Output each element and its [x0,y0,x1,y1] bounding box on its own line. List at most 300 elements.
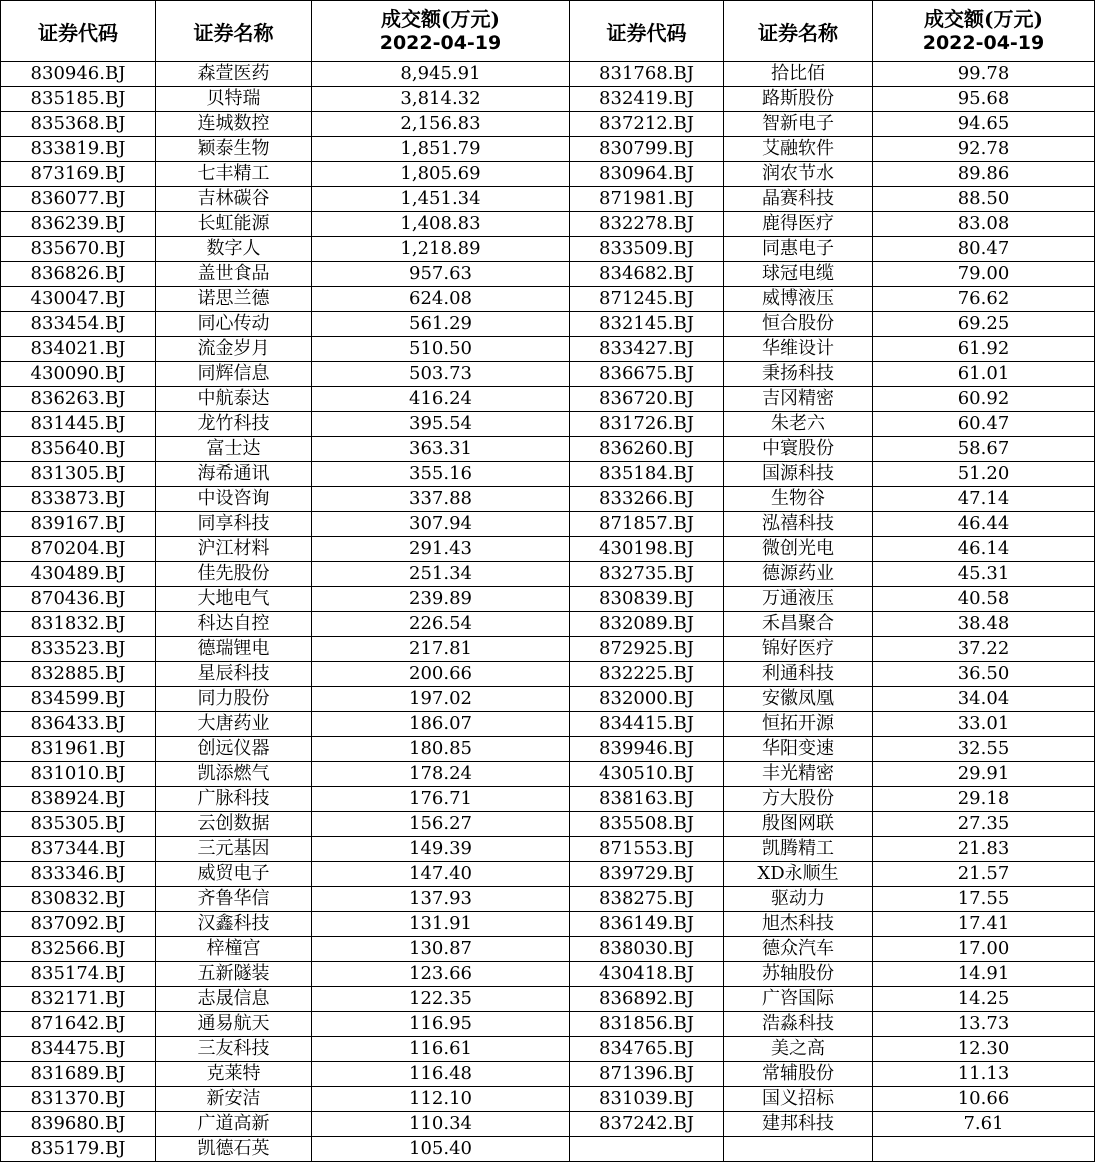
turnover-value-cell: 58.67 [873,437,1095,462]
security-code-cell: 833509.BJ [570,237,724,262]
security-name-cell: 同力股份 [156,687,312,712]
turnover-value-cell: 29.91 [873,762,1095,787]
security-name-cell: 同惠电子 [724,237,873,262]
left-name-column-header: 证券名称 [156,1,312,62]
table-row [1,362,1095,387]
security-name-cell: 路斯股份 [724,87,873,112]
turnover-value-cell: 130.87 [312,937,570,962]
security-name-cell: 大唐药业 [156,712,312,737]
security-name-cell: 驱动力 [724,887,873,912]
security-name-cell: 广道高新 [156,1112,312,1137]
security-name-cell: 丰光精密 [724,762,873,787]
security-code-cell: 430198.BJ [570,537,724,562]
security-name-cell: 汉鑫科技 [156,912,312,937]
security-name-cell: 晶赛科技 [724,187,873,212]
table-row [1,1037,1095,1062]
security-code-cell: 871396.BJ [570,1062,724,1087]
security-name-cell: 利通科技 [724,662,873,687]
turnover-value-cell: 355.16 [312,462,570,487]
table-row [1,62,1095,87]
turnover-value-cell: 33.01 [873,712,1095,737]
security-name-cell: 润农节水 [724,162,873,187]
security-code-cell: 836077.BJ [1,187,156,212]
table-row [1,537,1095,562]
turnover-value-cell: 561.29 [312,312,570,337]
turnover-value-cell: 36.50 [873,662,1095,687]
security-code-cell: 830839.BJ [570,587,724,612]
security-name-cell: 万通液压 [724,587,873,612]
table-row [1,887,1095,912]
security-code-cell: 834475.BJ [1,1037,156,1062]
turnover-value-cell: 1,218.89 [312,237,570,262]
turnover-value-cell: 186.07 [312,712,570,737]
turnover-value-cell: 1,851.79 [312,137,570,162]
left-turnover-unit-label: 成交额(万元) [381,7,500,32]
security-code-cell: 836239.BJ [1,212,156,237]
table-row [1,837,1095,862]
security-code-cell: 831768.BJ [570,62,724,87]
security-name-cell: 三元基因 [156,837,312,862]
turnover-value-cell: 957.63 [312,262,570,287]
security-code-cell: 832885.BJ [1,662,156,687]
security-name-cell: 殷图网联 [724,812,873,837]
security-name-cell: 浩淼科技 [724,1012,873,1037]
table-row [1,712,1095,737]
security-name-cell: 朱老六 [724,412,873,437]
security-code-cell: 835179.BJ [1,1137,156,1162]
security-code-cell: 832089.BJ [570,612,724,637]
security-name-cell: 齐鲁华信 [156,887,312,912]
table-row [1,737,1095,762]
turnover-value-cell: 105.40 [312,1137,570,1162]
security-name-cell: 同心传动 [156,312,312,337]
right-name-column-header: 证券名称 [724,1,873,62]
turnover-value-cell: 13.73 [873,1012,1095,1037]
turnover-value-cell: 197.02 [312,687,570,712]
security-name-cell: 凯添燃气 [156,762,312,787]
turnover-value-cell: 503.73 [312,362,570,387]
security-code-cell: 873169.BJ [1,162,156,187]
security-code-cell: 832145.BJ [570,312,724,337]
security-name-cell: 广脉科技 [156,787,312,812]
security-code-cell: 430047.BJ [1,287,156,312]
turnover-value-cell: 149.39 [312,837,570,862]
table-row [1,237,1095,262]
security-code-cell: 871553.BJ [570,837,724,862]
security-code-cell: 836260.BJ [570,437,724,462]
turnover-value-cell: 3,814.32 [312,87,570,112]
security-code-cell: 870436.BJ [1,587,156,612]
table-row [1,187,1095,212]
security-name-cell: 禾昌聚合 [724,612,873,637]
turnover-value-cell: 94.65 [873,112,1095,137]
turnover-value-cell: 99.78 [873,62,1095,87]
security-name-cell: 拾比佰 [724,62,873,87]
security-name-cell: 沪江材料 [156,537,312,562]
turnover-value-cell: 112.10 [312,1087,570,1112]
security-code-cell [570,1137,724,1162]
security-name-cell: 吉冈精密 [724,387,873,412]
security-code-cell: 871981.BJ [570,187,724,212]
turnover-value-cell: 46.14 [873,537,1095,562]
right-turnover-column-header [873,1,1095,62]
security-code-cell: 835185.BJ [1,87,156,112]
security-name-cell: 球冠电缆 [724,262,873,287]
turnover-value-cell: 38.48 [873,612,1095,637]
security-name-cell: 安徽凤凰 [724,687,873,712]
security-code-cell: 871642.BJ [1,1012,156,1037]
turnover-value-cell: 226.54 [312,612,570,637]
security-name-cell: 秉扬科技 [724,362,873,387]
turnover-value-cell: 251.34 [312,562,570,587]
left-turnover-date-label: 2022-04-19 [379,32,502,55]
turnover-value-cell: 34.04 [873,687,1095,712]
security-name-cell: 三友科技 [156,1037,312,1062]
turnover-value-cell: 61.01 [873,362,1095,387]
turnover-value-cell: 37.22 [873,637,1095,662]
security-name-cell: 星辰科技 [156,662,312,687]
security-code-cell: 837212.BJ [570,112,724,137]
table-row [1,312,1095,337]
table-row [1,262,1095,287]
security-code-cell: 834765.BJ [570,1037,724,1062]
turnover-value-cell: 416.24 [312,387,570,412]
table-row [1,112,1095,137]
table-row [1,137,1095,162]
turnover-value-cell [873,1137,1095,1162]
turnover-value-cell: 180.85 [312,737,570,762]
security-name-cell: XD永顺生 [724,862,873,887]
turnover-value-cell: 51.20 [873,462,1095,487]
security-name-cell: 凯腾精工 [724,837,873,862]
turnover-value-cell: 510.50 [312,337,570,362]
security-name-cell: 鹿得医疗 [724,212,873,237]
security-code-cell: 837344.BJ [1,837,156,862]
security-code-cell: 430489.BJ [1,562,156,587]
turnover-value-cell: 239.89 [312,587,570,612]
security-name-cell: 国源科技 [724,462,873,487]
table-row [1,612,1095,637]
security-code-cell: 831856.BJ [570,1012,724,1037]
security-name-cell: 微创光电 [724,537,873,562]
security-name-cell: 恒合股份 [724,312,873,337]
turnover-value-cell: 131.91 [312,912,570,937]
turnover-value-cell: 116.95 [312,1012,570,1037]
security-name-cell: 五新隧装 [156,962,312,987]
security-name-cell: 云创数据 [156,812,312,837]
security-name-cell: 苏轴股份 [724,962,873,987]
turnover-value-cell: 137.93 [312,887,570,912]
turnover-value-cell: 40.58 [873,587,1095,612]
security-code-cell: 839167.BJ [1,512,156,537]
security-code-cell: 836826.BJ [1,262,156,287]
security-name-cell: 科达自控 [156,612,312,637]
security-code-cell: 870204.BJ [1,537,156,562]
turnover-value-cell: 17.41 [873,912,1095,937]
turnover-value-cell: 60.92 [873,387,1095,412]
security-code-cell: 835368.BJ [1,112,156,137]
turnover-value-cell: 14.91 [873,962,1095,987]
security-code-cell: 832735.BJ [570,562,724,587]
table-row [1,937,1095,962]
security-code-cell: 837092.BJ [1,912,156,937]
security-name-cell: 建邦科技 [724,1112,873,1137]
turnover-value-cell: 217.81 [312,637,570,662]
security-name-cell: 德瑞锂电 [156,637,312,662]
table-row [1,162,1095,187]
turnover-value-cell: 27.35 [873,812,1095,837]
security-code-cell: 835640.BJ [1,437,156,462]
turnover-value-cell: 307.94 [312,512,570,537]
security-code-cell: 835184.BJ [570,462,724,487]
header-row [1,1,1095,62]
turnover-value-cell: 122.35 [312,987,570,1012]
table-row [1,637,1095,662]
security-code-cell: 830946.BJ [1,62,156,87]
security-code-cell: 835508.BJ [570,812,724,837]
security-code-cell: 871245.BJ [570,287,724,312]
table-row [1,587,1095,612]
turnover-value-cell: 10.66 [873,1087,1095,1112]
security-code-cell: 834021.BJ [1,337,156,362]
security-code-cell: 830832.BJ [1,887,156,912]
security-name-cell: 创远仪器 [156,737,312,762]
table-row [1,512,1095,537]
right-turnover-unit-label: 成交额(万元) [924,7,1043,32]
table-row [1,387,1095,412]
security-name-cell [724,1137,873,1162]
security-code-cell: 838924.BJ [1,787,156,812]
table-row [1,787,1095,812]
security-name-cell: 盖世食品 [156,262,312,287]
security-name-cell: 生物谷 [724,487,873,512]
security-code-cell: 832225.BJ [570,662,724,687]
security-code-cell: 838163.BJ [570,787,724,812]
security-code-cell: 838030.BJ [570,937,724,962]
security-code-cell: 838275.BJ [570,887,724,912]
security-name-cell: 流金岁月 [156,337,312,362]
security-code-cell: 832278.BJ [570,212,724,237]
table-body [1,62,1095,1162]
security-name-cell: 克莱特 [156,1062,312,1087]
security-code-cell: 430510.BJ [570,762,724,787]
security-name-cell: 七丰精工 [156,162,312,187]
turnover-value-cell: 21.57 [873,862,1095,887]
security-name-cell: 吉林碳谷 [156,187,312,212]
security-name-cell: 中寰股份 [724,437,873,462]
turnover-value-cell: 46.44 [873,512,1095,537]
turnover-value-cell: 11.13 [873,1062,1095,1087]
turnover-value-cell: 69.25 [873,312,1095,337]
security-name-cell: 德众汽车 [724,937,873,962]
security-name-cell: 常辅股份 [724,1062,873,1087]
security-code-cell: 833873.BJ [1,487,156,512]
turnover-value-cell: 95.68 [873,87,1095,112]
turnover-value-cell: 2,156.83 [312,112,570,137]
turnover-value-cell: 47.14 [873,487,1095,512]
table-row [1,687,1095,712]
security-name-cell: 梓橦宫 [156,937,312,962]
security-code-cell: 831039.BJ [570,1087,724,1112]
security-name-cell: 森萱医药 [156,62,312,87]
turnover-value-cell: 147.40 [312,862,570,887]
security-code-cell: 836720.BJ [570,387,724,412]
table-row [1,487,1095,512]
security-code-cell: 836675.BJ [570,362,724,387]
table-row [1,562,1095,587]
security-name-cell: 锦好医疗 [724,637,873,662]
security-name-cell: 佳先股份 [156,562,312,587]
table-row [1,912,1095,937]
security-code-cell: 872925.BJ [570,637,724,662]
security-code-cell: 833346.BJ [1,862,156,887]
security-name-cell: 凯德石英 [156,1137,312,1162]
turnover-value-cell: 1,805.69 [312,162,570,187]
turnover-value-cell: 116.48 [312,1062,570,1087]
turnover-value-cell: 29.18 [873,787,1095,812]
turnover-value-cell: 291.43 [312,537,570,562]
table-row [1,1062,1095,1087]
turnover-value-cell: 176.71 [312,787,570,812]
security-code-cell: 836149.BJ [570,912,724,937]
left-code-column-header: 证券代码 [1,1,156,62]
security-name-cell: 华维设计 [724,337,873,362]
turnover-value-cell: 76.62 [873,287,1095,312]
right-turnover-date-label: 2022-04-19 [922,32,1045,55]
security-code-cell: 836433.BJ [1,712,156,737]
turnover-value-cell: 17.55 [873,887,1095,912]
table-row [1,287,1095,312]
security-name-cell: 德源药业 [724,562,873,587]
turnover-value-cell: 80.47 [873,237,1095,262]
turnover-value-cell: 1,451.34 [312,187,570,212]
security-name-cell: 大地电气 [156,587,312,612]
turnover-value-cell: 17.00 [873,937,1095,962]
table-row [1,462,1095,487]
security-name-cell: 颖泰生物 [156,137,312,162]
turnover-value-cell: 110.34 [312,1112,570,1137]
security-name-cell: 恒拓开源 [724,712,873,737]
security-name-cell: 同享科技 [156,512,312,537]
security-code-cell: 833523.BJ [1,637,156,662]
turnover-value-cell: 61.92 [873,337,1095,362]
security-code-cell: 833454.BJ [1,312,156,337]
security-code-cell: 839946.BJ [570,737,724,762]
security-code-cell: 831010.BJ [1,762,156,787]
table-row [1,1087,1095,1112]
table-row [1,812,1095,837]
security-code-cell: 831961.BJ [1,737,156,762]
turnover-value-cell: 116.61 [312,1037,570,1062]
table-row [1,1112,1095,1137]
table-row [1,212,1095,237]
security-code-cell: 832419.BJ [570,87,724,112]
turnover-value-cell: 83.08 [873,212,1095,237]
turnover-value-cell: 21.83 [873,837,1095,862]
table-row [1,987,1095,1012]
security-name-cell: 海希通讯 [156,462,312,487]
security-name-cell: 诺思兰德 [156,287,312,312]
security-name-cell: 志晟信息 [156,987,312,1012]
security-name-cell: 方大股份 [724,787,873,812]
turnover-value-cell: 32.55 [873,737,1095,762]
security-name-cell: 艾融软件 [724,137,873,162]
turnover-value-cell: 60.47 [873,412,1095,437]
security-code-cell: 871857.BJ [570,512,724,537]
security-code-cell: 839680.BJ [1,1112,156,1137]
security-code-cell: 831726.BJ [570,412,724,437]
security-code-cell: 830799.BJ [570,137,724,162]
security-name-cell: 贝特瑞 [156,87,312,112]
security-code-cell: 834599.BJ [1,687,156,712]
security-code-cell: 833819.BJ [1,137,156,162]
security-code-cell: 833266.BJ [570,487,724,512]
turnover-value-cell: 624.08 [312,287,570,312]
security-code-cell: 831832.BJ [1,612,156,637]
security-code-cell: 830964.BJ [570,162,724,187]
security-code-cell: 832171.BJ [1,987,156,1012]
table-row [1,962,1095,987]
turnover-value-cell: 7.61 [873,1112,1095,1137]
security-name-cell: 数字人 [156,237,312,262]
turnover-value-cell: 123.66 [312,962,570,987]
turnover-value-cell: 200.66 [312,662,570,687]
security-name-cell: 旭杰科技 [724,912,873,937]
security-code-cell: 835305.BJ [1,812,156,837]
table-row [1,1012,1095,1037]
turnover-value-cell: 363.31 [312,437,570,462]
table-row [1,87,1095,112]
turnover-value-cell: 88.50 [873,187,1095,212]
security-name-cell: 中航泰达 [156,387,312,412]
turnover-value-cell: 337.88 [312,487,570,512]
security-name-cell: 新安洁 [156,1087,312,1112]
security-name-cell: 泓禧科技 [724,512,873,537]
security-code-cell: 833427.BJ [570,337,724,362]
turnover-value-cell: 92.78 [873,137,1095,162]
table-row [1,437,1095,462]
security-code-cell: 835670.BJ [1,237,156,262]
security-code-cell: 834682.BJ [570,262,724,287]
security-code-cell: 836892.BJ [570,987,724,1012]
security-name-cell: 广咨国际 [724,987,873,1012]
table-row [1,412,1095,437]
right-code-column-header: 证券代码 [570,1,724,62]
table-row [1,762,1095,787]
turnover-value-cell: 79.00 [873,262,1095,287]
turnover-value-cell: 178.24 [312,762,570,787]
table-row [1,337,1095,362]
security-name-cell: 智新电子 [724,112,873,137]
left-turnover-column-header [312,1,570,62]
security-name-cell: 长虹能源 [156,212,312,237]
security-name-cell: 龙竹科技 [156,412,312,437]
security-name-cell: 中设咨询 [156,487,312,512]
security-code-cell: 836263.BJ [1,387,156,412]
security-code-cell: 831445.BJ [1,412,156,437]
security-name-cell: 同辉信息 [156,362,312,387]
security-name-cell: 富士达 [156,437,312,462]
security-code-cell: 837242.BJ [570,1112,724,1137]
turnover-value-cell: 14.25 [873,987,1095,1012]
turnover-value-cell: 8,945.91 [312,62,570,87]
security-code-cell: 430418.BJ [570,962,724,987]
turnover-value-cell: 12.30 [873,1037,1095,1062]
security-name-cell: 连城数控 [156,112,312,137]
turnover-value-cell: 1,408.83 [312,212,570,237]
security-code-cell: 831689.BJ [1,1062,156,1087]
security-code-cell: 430090.BJ [1,362,156,387]
